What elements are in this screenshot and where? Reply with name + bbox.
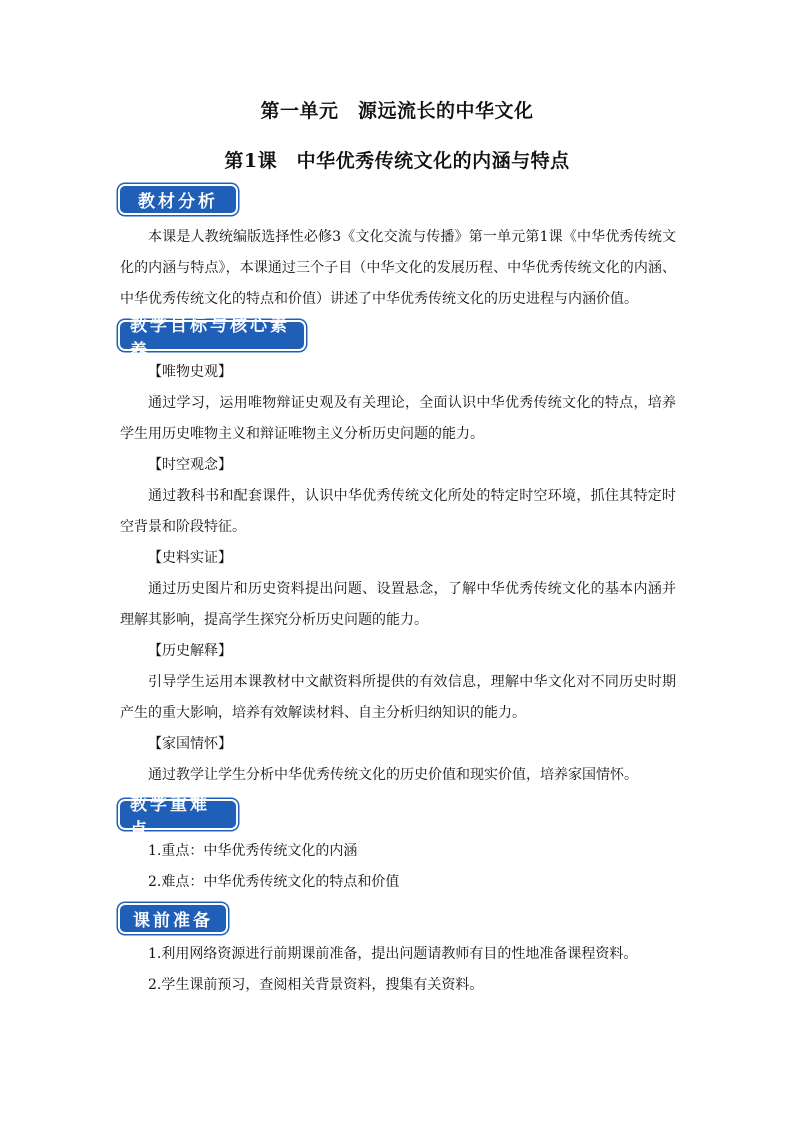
keypoint-item: 1.重点：中华优秀传统文化的内涵 [148,843,358,859]
section-badge-analysis: 教材分析 [120,186,236,213]
preparation-item: 2.学生课前预习，查阅相关背景资料，搜集有关资料。 [148,977,484,993]
analysis-paragraph: 本课是人教统编版选择性必修3《文化交流与传播》第一单元第1课《中华优秀传统文化的内涵与特点》，本课通过三个子目（中华文化的发展历程、中华优秀传统文化的内涵、中华优秀传统文化的特点和价值）讲述了中华优秀传统文化的历史进程与内涵价值。 [120,229,676,307]
objective-heading-interpretation: 【历史解释】 [148,643,232,659]
unit-title: 第一单元 源远流长的中华文化 [260,100,534,122]
section-badge-keypoints: 教学重难点 [120,801,236,828]
preparation-item: 1.利用网络资源进行前期课前准备，提出问题请教师有目的性地准备课程资料。 [148,946,638,962]
objective-heading-materialism: 【唯物史观】 [148,364,232,380]
objective-text-materialism: 通过学习，运用唯物辩证史观及有关理论，全面认识中华优秀传统文化的特点，培养学生用历史唯物主义和辩证唯物主义分析历史问题的能力。 [120,395,676,442]
objective-text-patriotism: 通过教学让学生分析中华优秀传统文化的历史价值和现实价值，培养家国情怀。 [148,767,638,783]
objective-heading-evidence: 【史料实证】 [148,550,232,566]
objective-heading-spacetime: 【时空观念】 [148,457,232,473]
objective-text-interpretation: 引导学生运用本课教材中文献资料所提供的有效信息，理解中华文化对不同历史时期产生的重大影响，培养有效解读材料、自主分析归纳知识的能力。 [120,674,676,721]
lesson-title: 第1课 中华优秀传统文化的内涵与特点 [224,150,570,172]
objective-text-spacetime: 通过教科书和配套课件，认识中华优秀传统文化所处的特定时空环境，抓住其特定时空背景和阶段特征。 [120,488,676,535]
objective-heading-patriotism: 【家国情怀】 [148,736,232,752]
section-badge-objectives: 教学目标与核心素养 [120,322,304,349]
section-badge-preparation: 课前准备 [120,905,226,932]
objective-text-evidence: 通过历史图片和历史资料提出问题、设置悬念，了解中华优秀传统文化的基本内涵并理解其影响，提高学生探究分析历史问题的能力。 [120,581,676,628]
difficulty-item: 2.难点：中华优秀传统文化的特点和价值 [148,874,400,890]
